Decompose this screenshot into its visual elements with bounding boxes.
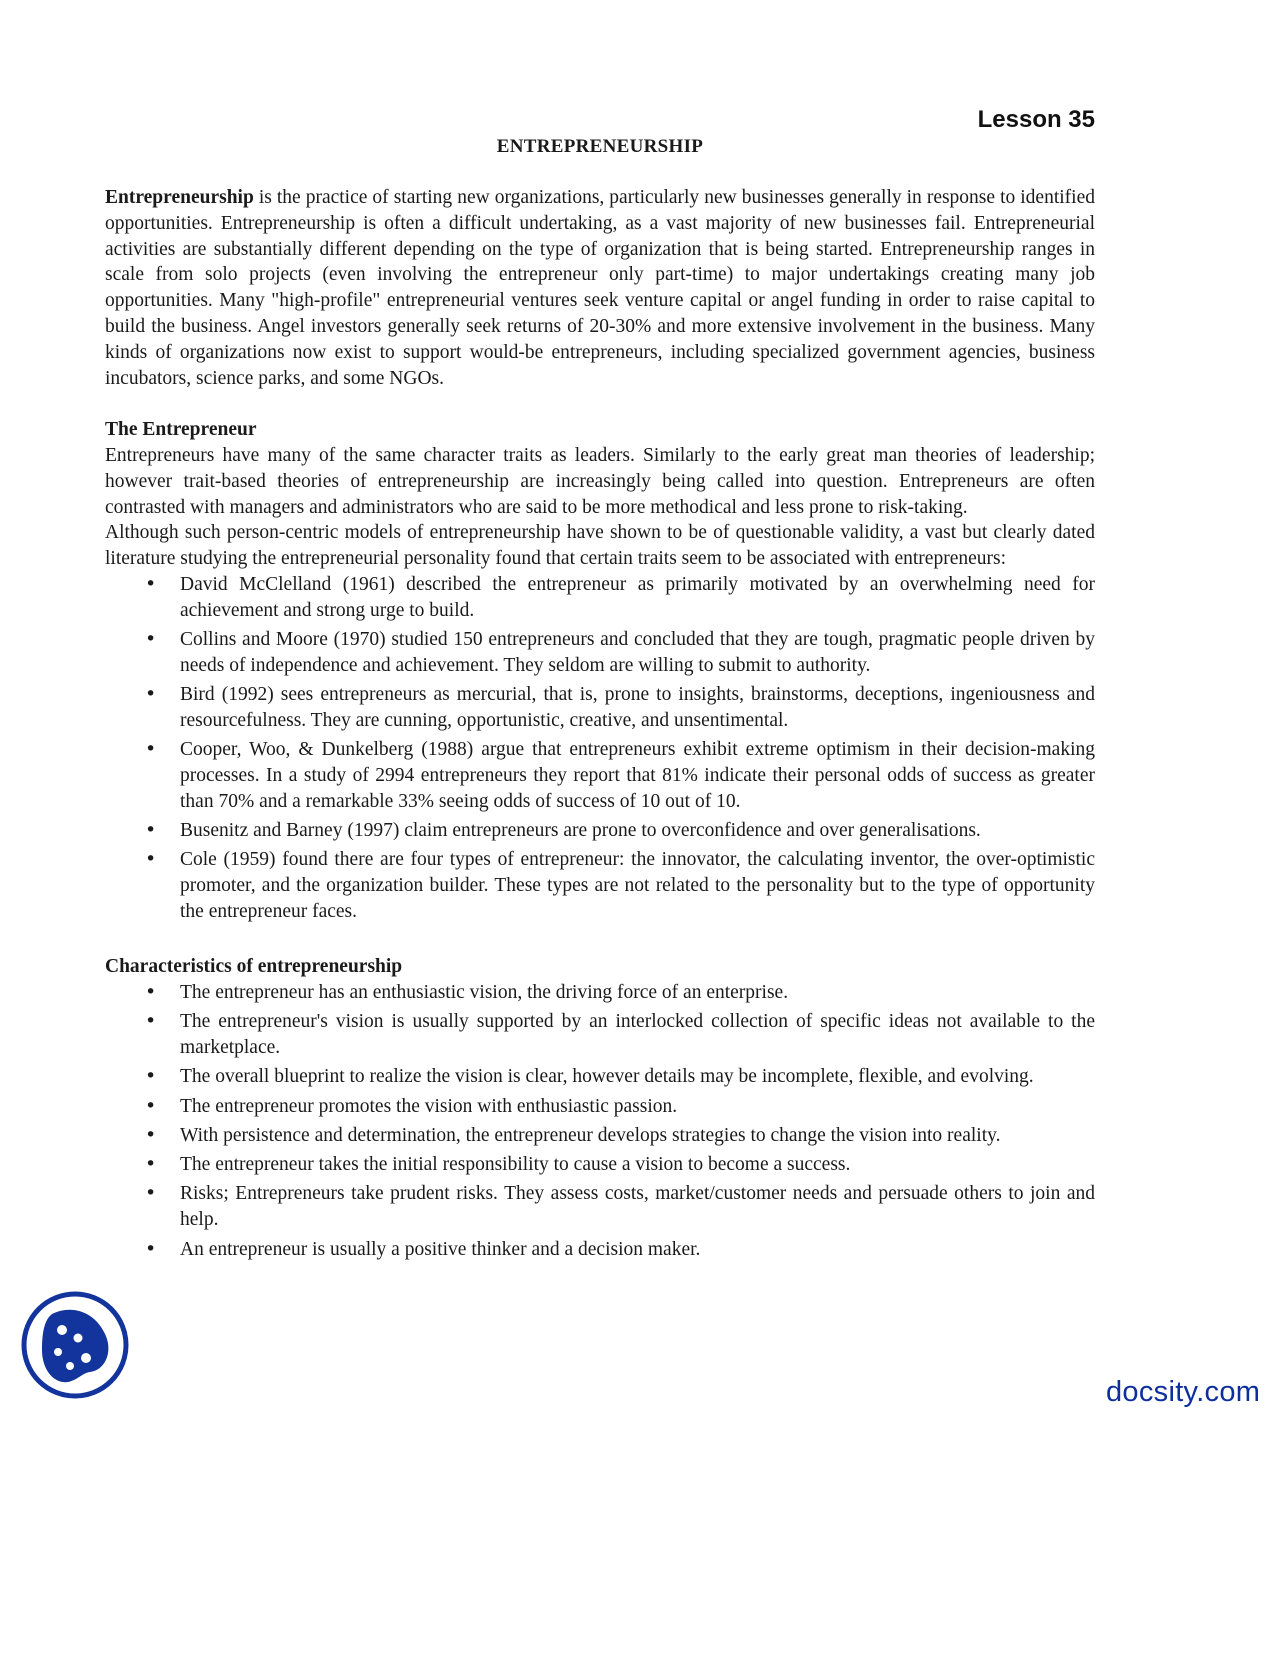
intro-text: is the practice of starting new organizations, particularly new businesses generally in response to identified opportunities. Entrepreneurship is often a difficult undertaking, as a vast majority of new businesses fail. Entrepreneurial activities are substantially different depending on the type of organization that is being started. Entrepreneurship ranges in scale from solo projects (even involving the entrepreneur only part-time) to major undertakings creating many job opportunities. Many "high-profile" entrepreneurial ventures seek venture capital or angel funding in order to raise capital to build the business. Angel investors generally seek returns of 20-30% and more extensive involvement in the business. Many kinds of organizations now exist to support would-be entrepreneurs, including specialized government agencies, business incubators, science parks, and some NGOs. (105, 187, 1095, 389)
bullet-icon: • (145, 1065, 157, 1088)
list-item: • Collins and Moore (1970) studied 150 entrepreneurs and concluded that they are tough, pragmatic people driven by needs of independence and achievement. They seldom are willing to submit to authority. (145, 628, 1095, 676)
bullet-icon: • (145, 572, 157, 595)
section-heading-entrepreneur: The Entrepreneur (105, 419, 257, 441)
bullet-icon: • (145, 628, 157, 651)
section-heading-characteristics: Characteristics of entrepreneurship (105, 956, 403, 978)
list-item: • Bird (1992) sees entrepreneurs as mercurial, that is, prone to insights, brainstorms, deceptions, ingeniousness and resourcefulness. They are cunning, opportunistic, creative, and unsentimental. (145, 683, 1095, 731)
list-item: • The entrepreneur's vision is usually supported by an interlocked collection of specific ideas not available to the marketplace. (145, 1010, 1095, 1058)
bullet-icon: • (145, 980, 157, 1003)
list-item: • Cooper, Woo, & Dunkelberg (1988) argue that entrepreneurs exhibit extreme optimism in their decision-making processes. In a study of 2994 entrepreneurs they report that 81% indicate their personal odds of success as greater than 70% and a remarkable 33% seeing odds of success of 10 out of 10. (145, 738, 1095, 812)
list-item: • Risks; Entrepreneurs take prudent risks. They assess costs, market/customer needs and persuade others to join and help. (145, 1182, 1095, 1231)
bullet-icon: • (145, 1123, 157, 1146)
list-item: • The overall blueprint to realize the vision is clear, however details may be incomplete, flexible, and evolving. (105, 1064, 1095, 1090)
characteristics-list (105, 980, 1095, 1262)
entrepreneur-traits-list (105, 572, 1095, 925)
list-item: • Busenitz and Barney (1997) claim entrepreneurs are prone to overconfidence and over generalisations. (105, 818, 1095, 844)
document-body (105, 185, 1095, 1266)
bullet-icon: • (145, 1094, 157, 1117)
list-item: • David McClelland (1961) described the entrepreneur as primarily motivated by an overwhelming need for achievement and strong urge to build. (145, 572, 1095, 621)
list-item: • The entrepreneur promotes the vision with enthusiastic passion. (105, 1094, 1095, 1120)
entrepreneur-paragraph-1: Entrepreneurs have many of the same character traits as leaders. Similarly to the early great man theories of leadership; however trait-based theories of entrepreneurship are increasingly being called into question. Entrepreneurs are often contrasted with managers and administrators who are said to be more methodical and less prone to risk-taking. (105, 444, 1095, 518)
bullet-icon: • (145, 1182, 157, 1205)
bullet-icon: • (145, 1010, 157, 1033)
bullet-icon: • (145, 738, 157, 761)
list-item: • With persistence and determination, the entrepreneur develops strategies to change the vision into reality. (105, 1123, 1095, 1149)
docsity-logo-icon[interactable] (20, 1290, 130, 1400)
docsity-brand-link[interactable]: docsity.com (1106, 1376, 1261, 1408)
bullet-icon: • (145, 1153, 157, 1176)
lesson-number: Lesson 35 (977, 106, 1095, 133)
bullet-icon: • (145, 683, 157, 706)
entrepreneur-paragraph-2: Although such person-centric models of entrepreneurship have shown to be of questionable validity, a vast but clearly dated literature studying the entrepreneurial personality found that certain traits seem to be associated with entrepreneurs: (105, 522, 1095, 570)
bullet-icon: • (145, 848, 157, 871)
list-item: • The entrepreneur takes the initial responsibility to cause a vision to become a success. (105, 1152, 1095, 1178)
bullet-icon: • (145, 819, 157, 842)
bullet-icon: • (145, 1237, 157, 1260)
list-item: • Cole (1959) found there are four types of entrepreneur: the innovator, the calculating inventor, the over-optimistic promoter, and the organization builder. These types are not related to the personality but to the type of opportunity the entrepreneur faces. (145, 848, 1095, 923)
list-item: • An entrepreneur is usually a positive thinker and a decision maker. (105, 1237, 1095, 1263)
document-title: ENTREPRENEURSHIP (496, 136, 704, 157)
intro-paragraph (105, 185, 1095, 391)
list-item: • The entrepreneur has an enthusiastic vision, the driving force of an enterprise. (105, 980, 1095, 1006)
intro-term: Entrepreneurship (105, 187, 254, 208)
